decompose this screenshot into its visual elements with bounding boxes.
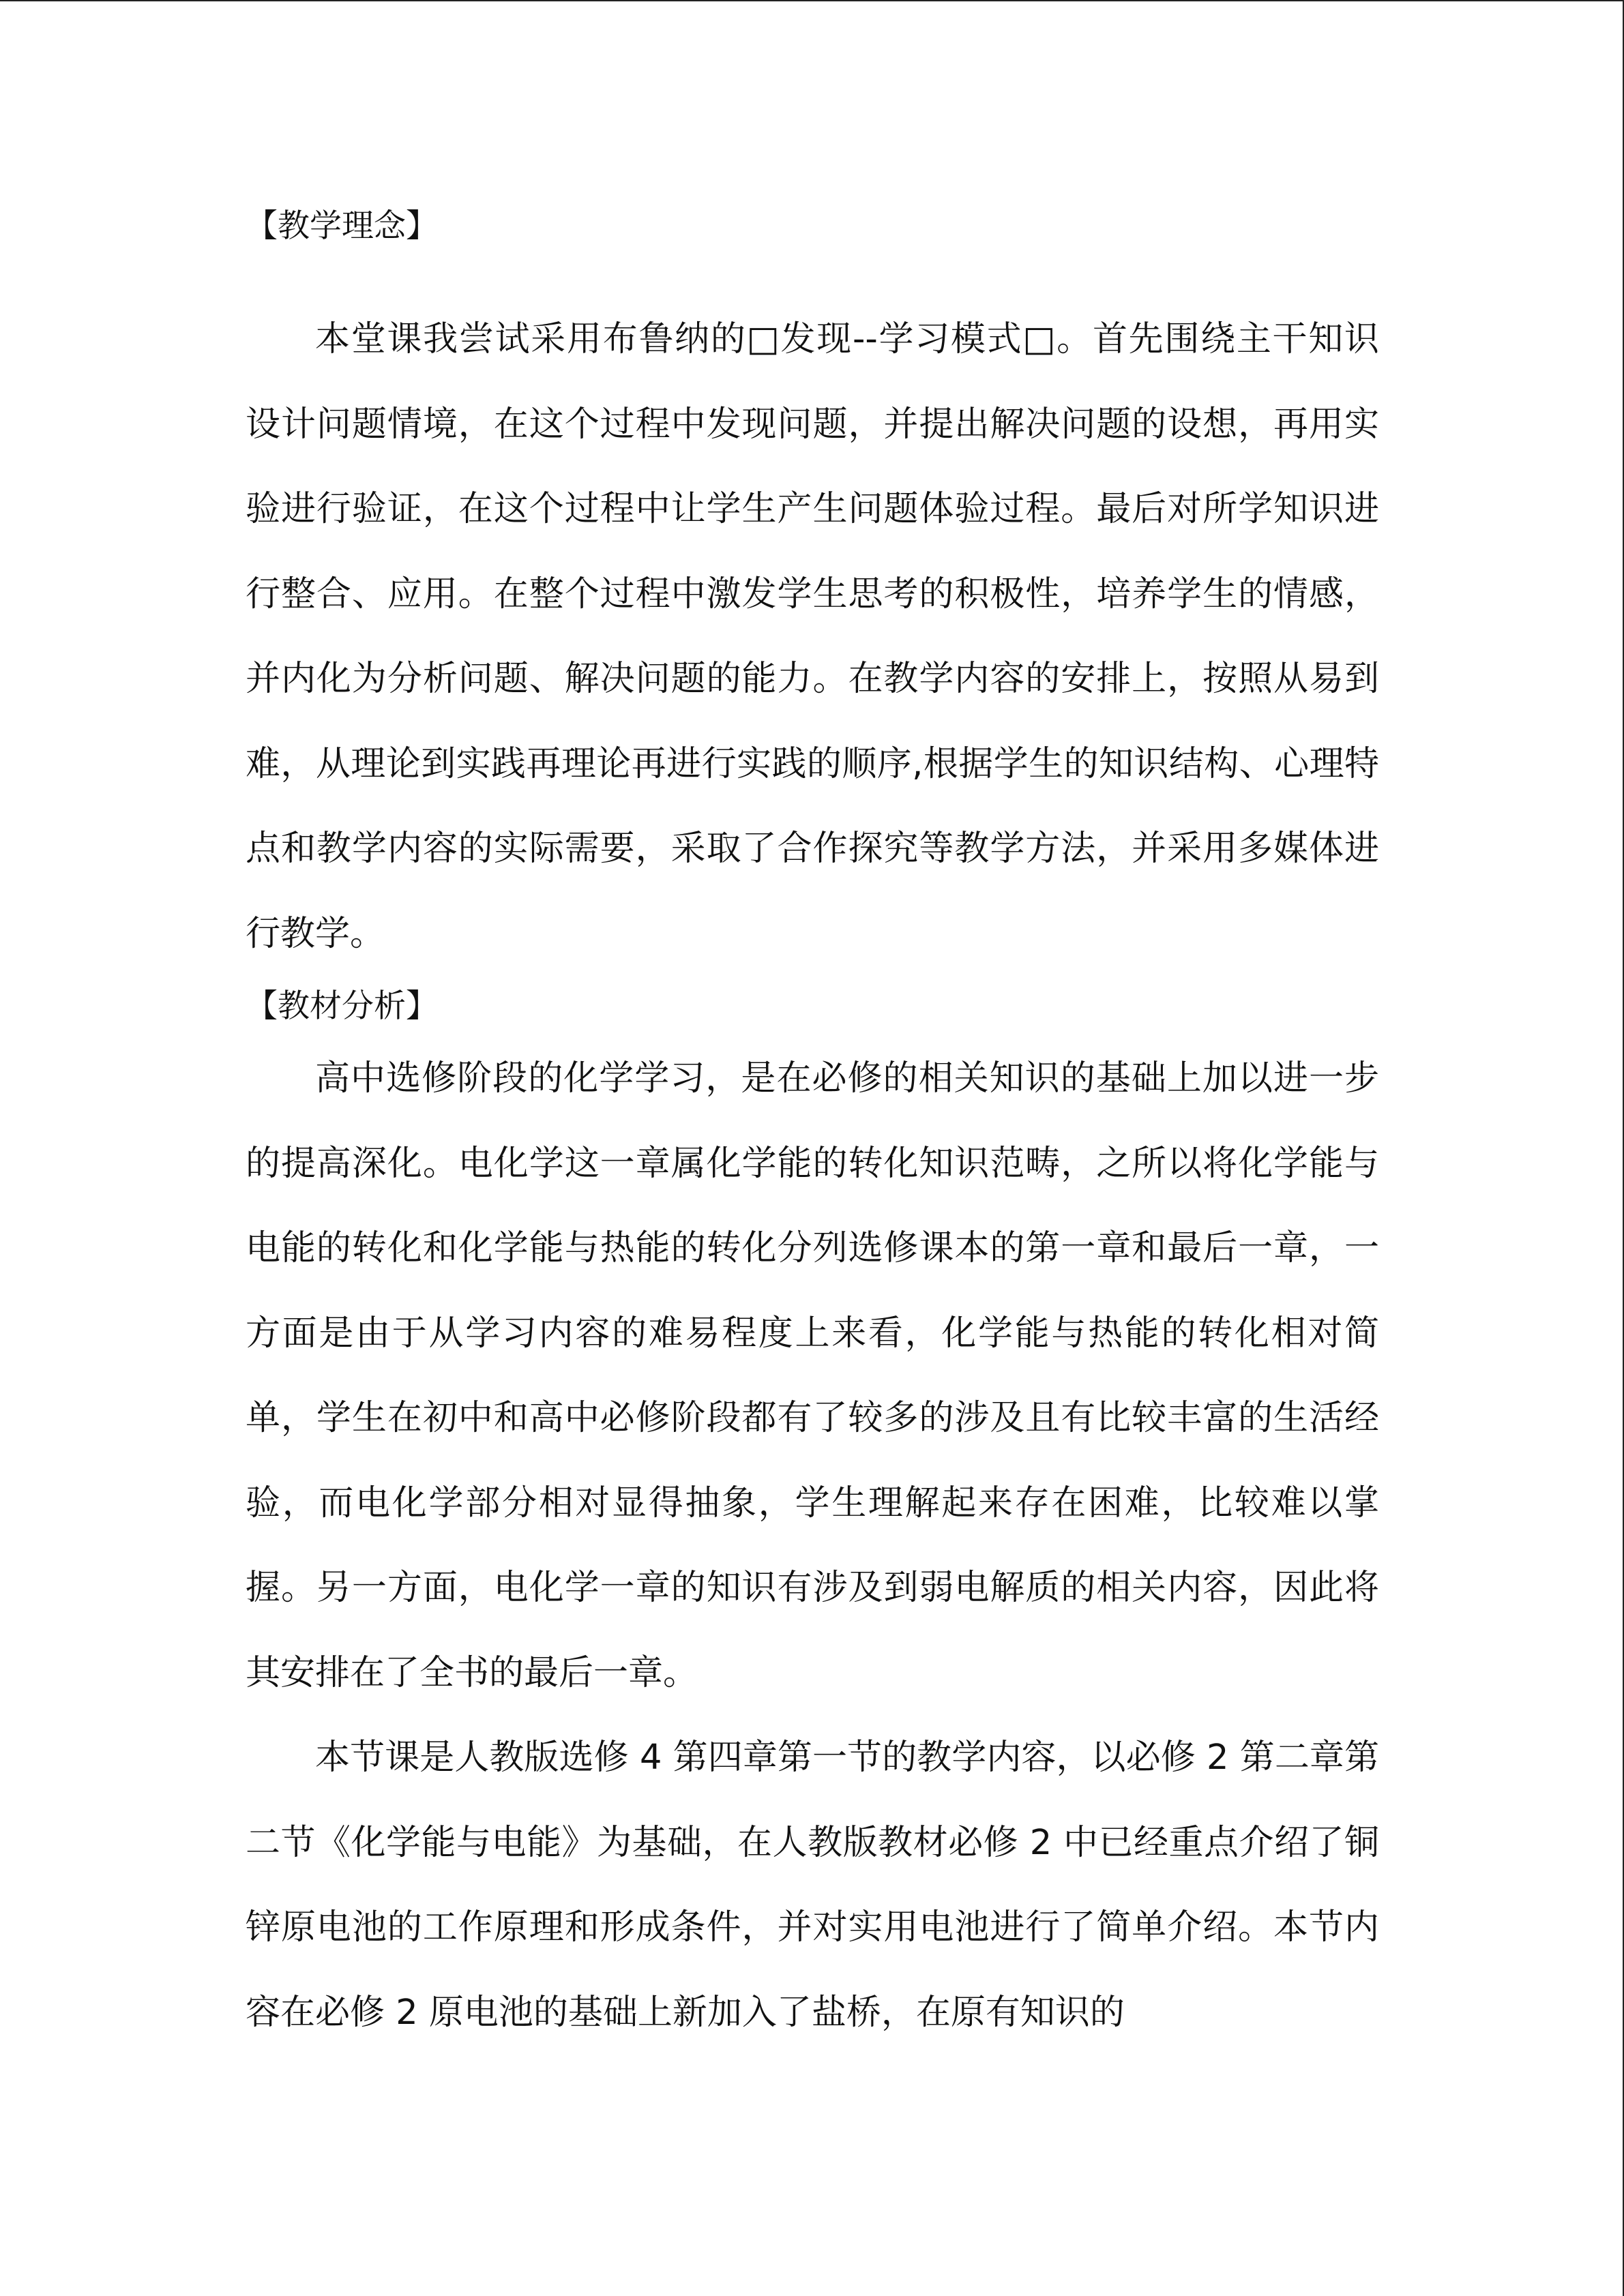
- material-paragraph-1: 高中选修阶段的化学学习，是在必修的相关知识的基础上加以进一步的提高深化。电化学这一章属化学能的转化知识范畴，之所以将化学能与电能的转化和化学能与热能的转化分列选修课本的第一章和最后一章，一方面是由于从学习内容的难易程度上来看，化学能与热能的转化相对简单，学生在初中和高中必修阶段都有了较多的涉及且有比较丰富的生活经验，而电化学部分相对显得抽象，学生理解起来存在困难，比较难以掌握。另一方面，电化学一章的知识有涉及到弱电解质的相关内容，因此将其安排在了全书的最后一章。: [246, 1058, 1379, 1693]
- heading-teaching-concept: 【教学理念】: [246, 207, 438, 245]
- spacer: [246, 976, 1379, 987]
- spacer: [246, 246, 1379, 297]
- document-body: [246, 207, 1379, 2055]
- teaching-concept-paragraph: 本堂课我尝试采用布鲁纳的□发现--学习模式□。首先围绕主干知识设计问题情境，在这个过程中发现问题，并提出解决问题的设想，再用实验进行验证，在这个过程中让学生产生问题体验过程。最后对所学知识进行整合、应用。在整个过程中激发学生思考的积极性，培养学生的情感，并内化为分析问题、解决问题的能力。在教学内容的安排上，按照从易到难，从理论到实践再理论再进行实践的顺序,根据学生的知识结构、心理特点和教学内容的实际需要，采取了合作探究等教学方法，并采用多媒体进行教学。: [246, 319, 1379, 954]
- spacer: [246, 1026, 1379, 1037]
- material-paragraph-2: 本节课是人教版选修 4 第四章第一节的教学内容，以必修 2 第二章第二节《化学能与电能》为基础，在人教版教材必修 2 中已经重点介绍了铜锌原电池的工作原理和形成条件，并对实用电池进行了简单介绍。本节内容在必修 2 原电池的基础上新加入了盐桥，在原有知识的: [246, 1738, 1379, 2033]
- heading-material-analysis: 【教材分析】: [246, 987, 438, 1025]
